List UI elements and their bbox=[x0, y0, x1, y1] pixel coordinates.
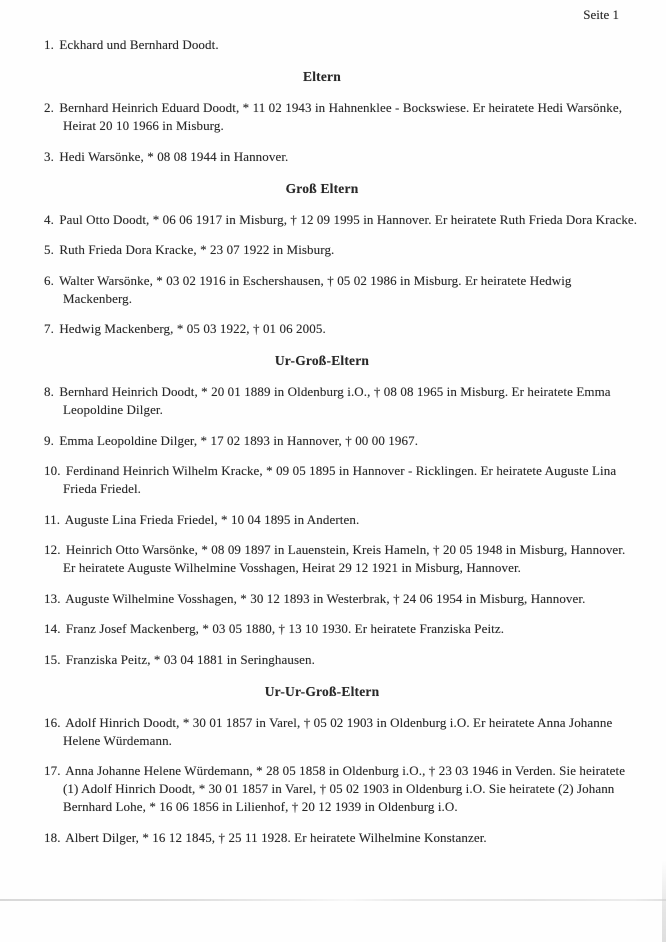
entry-text: Franz Josef Mackenberg, * 03 05 1880, † 13 10 1930. Er heiratete Franziska Peitz. bbox=[65, 621, 505, 636]
entry-number: 17. bbox=[44, 763, 61, 778]
entry-text: Ruth Frieda Dora Kracke, * 23 07 1922 in Misburg. bbox=[59, 242, 335, 257]
entry-text: Adolf Hinrich Doodt, * 30 01 1857 in Varel, † 05 02 1903 in Oldenburg i.O. Er heiratete Anna Johanne Helene Würdemann. bbox=[63, 714, 613, 748]
entry-number: 15. bbox=[44, 651, 61, 667]
entry-number: 1. bbox=[44, 37, 54, 52]
entry-number: 13. bbox=[44, 590, 61, 606]
section-heading-eltern: Eltern bbox=[303, 69, 341, 84]
entry-number: 16. bbox=[44, 714, 61, 730]
genealogy-entry-17 bbox=[44, 762, 640, 816]
section-heading-ur-ur-gross-eltern: Ur-Ur-Groß-Eltern bbox=[264, 683, 380, 699]
page-content bbox=[44, 6, 640, 859]
entry-number: 7. bbox=[44, 321, 54, 336]
entry-number: 2. bbox=[44, 100, 54, 115]
entry-text: Emma Leopoldine Dilger, * 17 02 1893 in Hannover, † 00 00 1967. bbox=[59, 432, 419, 448]
entry-number: 6. bbox=[44, 272, 54, 288]
genealogy-entry-6 bbox=[44, 272, 640, 308]
entry-text: Hedi Warsönke, * 08 08 1944 in Hannover. bbox=[59, 148, 289, 164]
entry-text: Auguste Lina Frieda Friedel, * 10 04 1895 in Anderten. bbox=[64, 511, 360, 527]
entry-number: 4. bbox=[44, 211, 54, 227]
entry-number: 5. bbox=[44, 242, 54, 257]
genealogy-entry-8 bbox=[44, 383, 640, 419]
entry-text: Albert Dilger, * 16 12 1845, † 25 11 1928. Er heiratete Wilhelmine Konstanzer. bbox=[65, 829, 487, 845]
entry-text: Bernhard Heinrich Eduard Doodt, * 11 02 1943 in Hahnenklee - Bockswiese. Er heiratete Hedi Warsönke, Heirat 20 10 1966 in Misburg. bbox=[59, 100, 623, 133]
genealogy-entry-5 bbox=[44, 241, 640, 259]
entry-text: Bernhard Heinrich Doodt, * 20 01 1889 in Oldenburg i.O., † 08 08 1965 in Misburg. Er heiratete Emma Leopoldine Dilger. bbox=[59, 384, 611, 417]
genealogy-entry-14 bbox=[44, 620, 640, 638]
genealogy-entry-18 bbox=[44, 829, 640, 847]
entry-number: 8. bbox=[44, 384, 54, 399]
genealogy-entry-4 bbox=[44, 211, 640, 229]
entry-number: 10. bbox=[44, 463, 61, 478]
entry-number: 18. bbox=[44, 829, 61, 845]
entry-number: 11. bbox=[44, 511, 61, 527]
scan-artifact-edge bbox=[662, 860, 666, 942]
genealogy-entry-9 bbox=[44, 432, 640, 450]
entry-text: Hedwig Mackenberg, * 05 03 1922, † 01 06 2005. bbox=[59, 321, 326, 336]
entry-number: 12. bbox=[44, 542, 61, 557]
genealogy-entry-11 bbox=[44, 511, 640, 529]
genealogy-entry-7 bbox=[44, 320, 640, 338]
section-heading-ur-gross-eltern: Ur-Groß-Eltern bbox=[274, 353, 370, 368]
entry-text: Paul Otto Doodt, * 06 06 1917 in Misburg, † 12 09 1995 in Hannover. Er heiratete Ruth Frieda Dora Kracke. bbox=[59, 211, 638, 227]
genealogy-entry-2 bbox=[44, 99, 640, 135]
genealogy-entry-1 bbox=[44, 36, 640, 54]
genealogy-entry-13 bbox=[44, 590, 640, 608]
genealogy-entry-12 bbox=[44, 541, 640, 577]
genealogy-entry-15 bbox=[44, 651, 640, 669]
entry-text: Heinrich Otto Warsönke, * 08 09 1897 in Lauenstein, Kreis Hameln, † 20 05 1948 in Misburg, Hannover. Er heiratete Auguste Wilhelmine Vosshagen, Heirat 29 12 1921 in Misburg, Hannover. bbox=[63, 542, 626, 575]
page-number-label: Seite 1 bbox=[583, 7, 619, 22]
entry-text: Auguste Wilhelmine Vosshagen, * 30 12 1893 in Westerbrak, † 24 06 1954 in Misburg, Hannover. bbox=[65, 590, 586, 606]
entry-number: 14. bbox=[44, 621, 61, 636]
entry-text: Walter Warsönke, * 03 02 1916 in Eschershausen, † 05 02 1986 in Misburg. Er heiratete Hedwig Mackenberg. bbox=[59, 272, 572, 306]
entry-text: Ferdinand Heinrich Wilhelm Kracke, * 09 05 1895 in Hannover - Ricklingen. Er heiratete Auguste Lina Frieda Friedel. bbox=[63, 463, 617, 496]
section-heading-gross-eltern: Groß Eltern bbox=[285, 180, 359, 196]
entry-text: Eckhard und Bernhard Doodt. bbox=[59, 37, 219, 52]
entry-number: 9. bbox=[44, 432, 54, 448]
genealogy-entry-10 bbox=[44, 462, 640, 498]
genealogy-entry-16 bbox=[44, 714, 640, 750]
genealogy-entry-3 bbox=[44, 148, 640, 166]
entry-text: Franziska Peitz, * 03 04 1881 in Seringhausen. bbox=[65, 651, 315, 667]
entry-number: 3. bbox=[44, 148, 54, 164]
entry-text: Anna Johanne Helene Würdemann, * 28 05 1858 in Oldenburg i.O., † 23 03 1946 in Verden. Sie heiratete (1) Adolf Hinrich Doodt, * 30 01 1857 in Varel, † 05 02 1903 in Oldenburg i.O. Sie heiratete (2) Johann Bernhard Lohe, * 16 06 1856 in Lilienhof, † 20 12 1939 in Oldenburg i.O. bbox=[63, 763, 626, 814]
scan-artifact-line bbox=[0, 899, 666, 901]
